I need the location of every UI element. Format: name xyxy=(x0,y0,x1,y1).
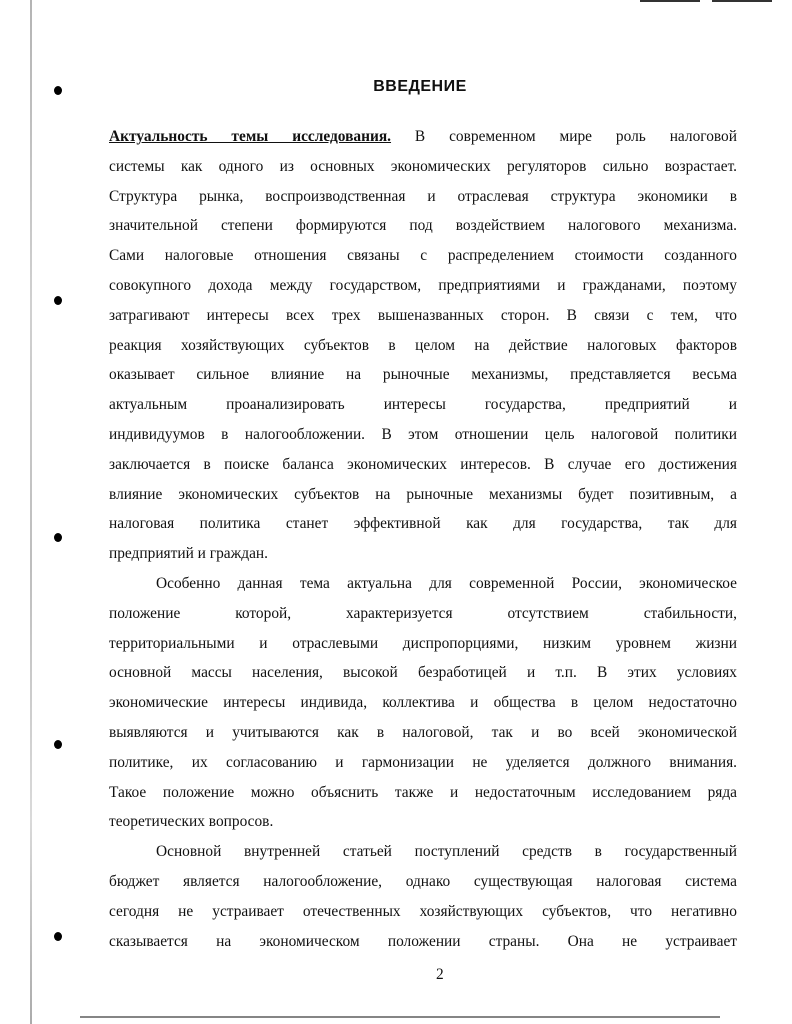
scan-top-edge xyxy=(712,0,772,2)
text-line: бюджет является налогообложение, однако существующая налоговая система xyxy=(109,872,737,890)
punch-hole xyxy=(54,740,62,749)
text-line: экономические интересы индивида, коллектива и общества в целом недостаточно xyxy=(109,694,737,712)
text-line: сказывается на экономическом положении страны. Она не устраивает xyxy=(109,932,737,950)
punch-hole xyxy=(54,296,62,305)
body-text xyxy=(109,122,737,956)
text-line: оказывает сильное влияние на рыночные механизмы, представляется весьма xyxy=(109,366,737,384)
scan-top-edge xyxy=(640,0,700,2)
text-line: положение которой, характеризуется отсутствием стабильности, xyxy=(109,604,737,622)
text-line: Основной внутренней статьей поступлений средств в государственный xyxy=(156,843,737,861)
text-line: Такое положение можно объяснить также и недостаточным исследованием ряда xyxy=(109,783,737,801)
text-line: реакция хозяйствующих субъектов в целом на действие налоговых факторов xyxy=(109,336,737,354)
text-line: основной массы населения, высокой безработицей и т.п. В этих условиях xyxy=(109,664,737,682)
text-line: предприятий и граждан. xyxy=(109,545,268,563)
section-lead: Актуальность темы исследования. xyxy=(109,128,392,145)
text-line: налоговая политика станет эффективной как для государства, так для xyxy=(109,515,737,533)
text-line: индивидуумов в налогообложении. В этом отношении цель налоговой политики xyxy=(109,425,737,443)
text-line: Структура рынка, воспроизводственная и отраслевая структура экономики в xyxy=(109,187,737,205)
punch-hole xyxy=(54,533,62,542)
text-line: территориальными и отраслевыми диспропорциями, низким уровнем жизни xyxy=(109,634,737,652)
text-line: сегодня не устраивает отечественных хозяйствующих субъектов, что негативно xyxy=(109,902,737,920)
page-title: ВВЕДЕНИЕ xyxy=(373,78,467,95)
scan-bottom-edge xyxy=(80,1016,720,1018)
text-line: Особенно данная тема актуальна для современной России, экономическое xyxy=(156,574,737,592)
text-line: затрагивают интересы всех трех вышеназванных сторон. В связи с тем, что xyxy=(109,306,737,324)
text-line: политике, их согласованию и гармонизации не уделяется должного внимания. xyxy=(109,753,737,771)
page-number: 2 xyxy=(436,966,444,983)
text-line: актуальным проанализировать интересы государства, предприятий и xyxy=(109,396,737,414)
text-line: выявляются и учитываются как в налоговой, так и во всей экономической xyxy=(109,723,737,741)
text-line: Актуальность темы исследования. В современном мире роль налоговой xyxy=(109,128,737,145)
text-line: заключается в поиске баланса экономических интересов. В случае его достижения xyxy=(109,455,737,473)
text-line: значительной степени формируются под воздействием налогового механизма. xyxy=(109,217,737,235)
text-line: системы как одного из основных экономических регуляторов сильно возрастает. xyxy=(109,157,737,175)
text-line: теоретических вопросов. xyxy=(109,813,274,831)
scan-left-edge xyxy=(30,0,32,1024)
text-line: влияние экономических субъектов на рыночные механизмы будет позитивным, а xyxy=(109,485,737,503)
text-line: Сами налоговые отношения связаны с распределением стоимости созданного xyxy=(109,247,737,265)
punch-hole xyxy=(54,932,62,941)
text-line: совокупного дохода между государством, предприятиями и гражданами, поэтому xyxy=(109,276,737,294)
